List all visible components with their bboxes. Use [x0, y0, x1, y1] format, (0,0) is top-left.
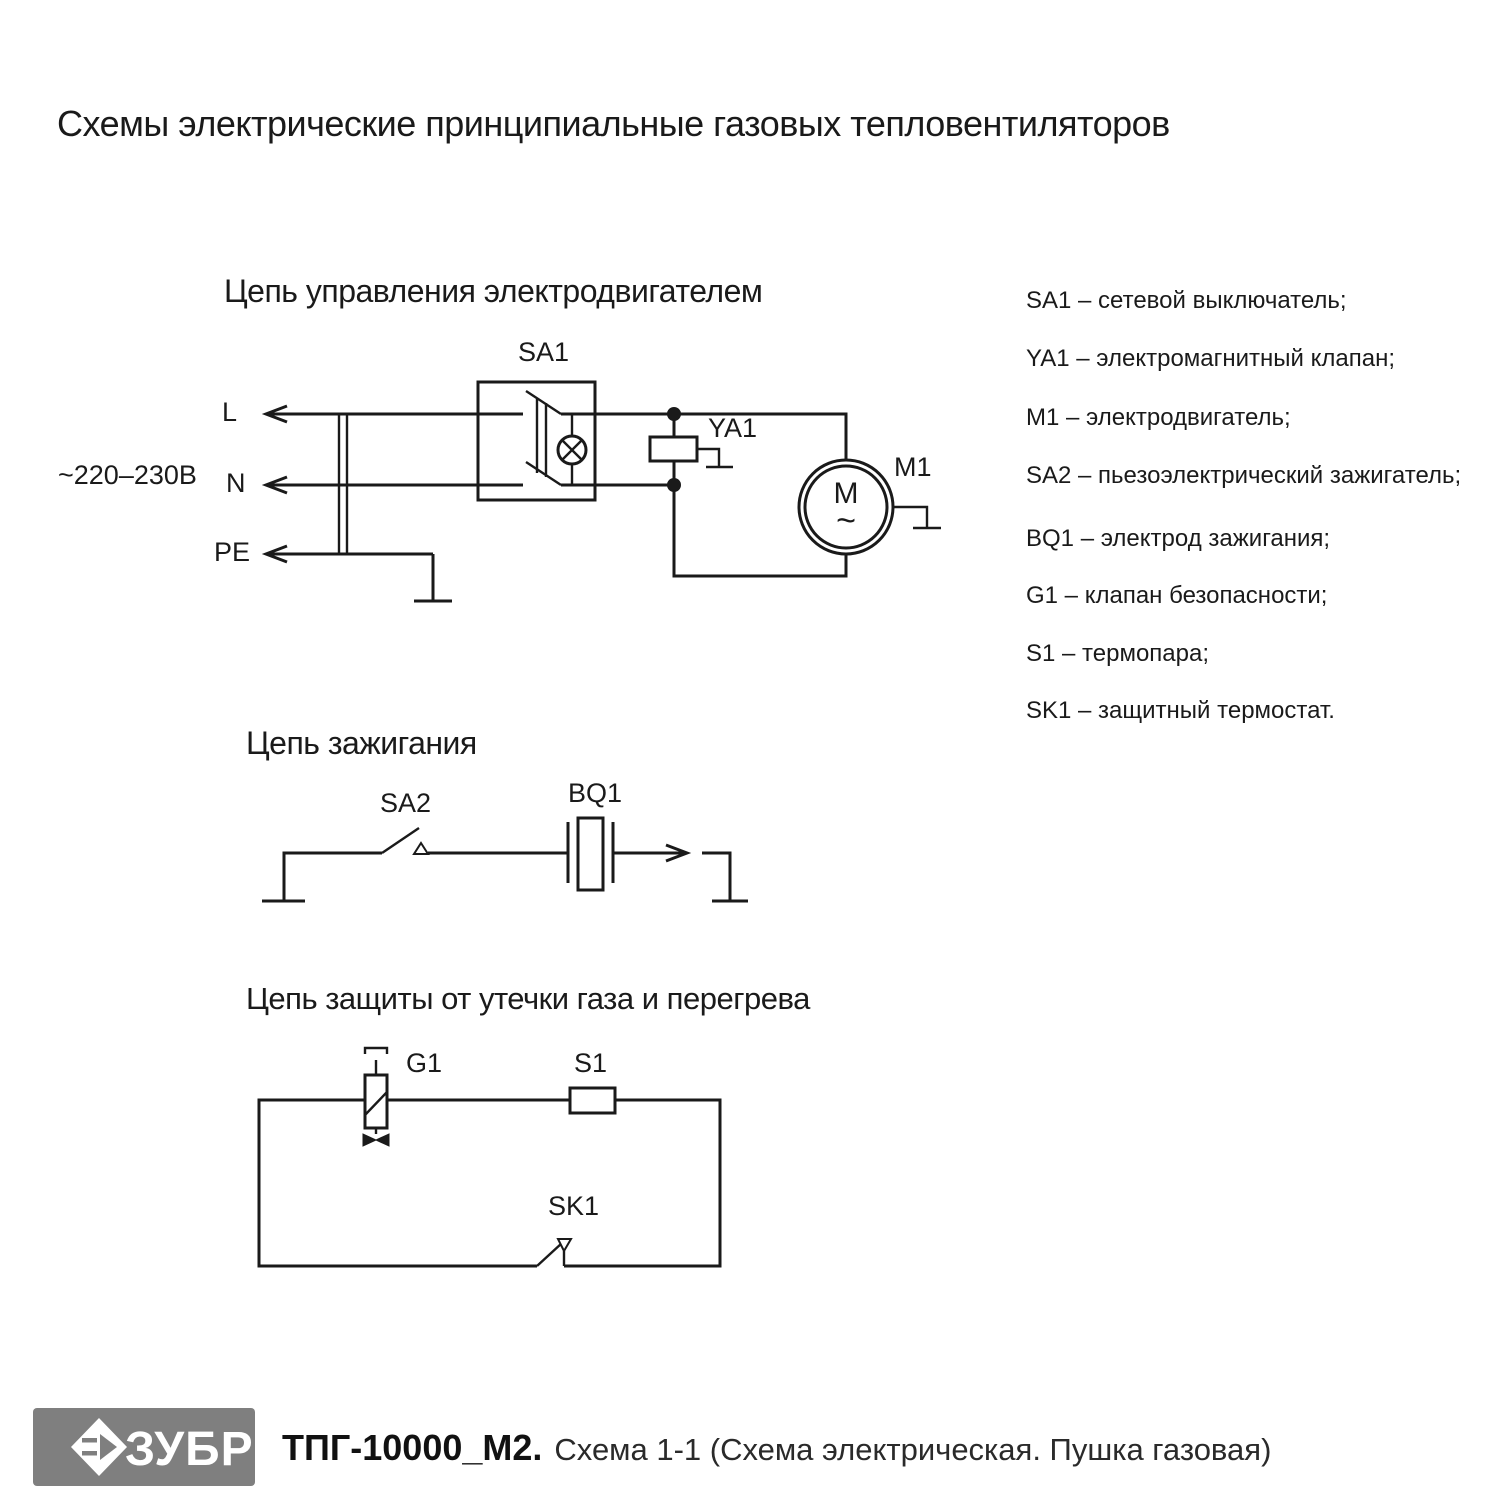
wire-label-n: N: [226, 468, 246, 498]
protection-circuit: [259, 1048, 720, 1266]
wire-to-motor-top: [674, 414, 846, 460]
ignition-arrow-right-icon: [613, 845, 687, 861]
ya1-label: YA1: [708, 413, 758, 443]
pe-ground-icon: [414, 554, 452, 601]
sa2-switch-symbol: [382, 828, 428, 854]
ya1-ground-icon: [697, 449, 733, 467]
footer-caption-line: [282, 1427, 1271, 1469]
m1-label: M1: [894, 452, 932, 482]
bq1-piezo-symbol: [568, 818, 613, 890]
motor-letter: M: [833, 477, 859, 510]
motor-ac-sign: ~: [836, 502, 856, 540]
indicator-lamp-icon: [558, 414, 586, 485]
wire-label-pe: PE: [214, 537, 251, 567]
sa1-label: SA1: [518, 337, 570, 367]
legend-item-sa1: SA1 – сетевой выключатель;: [1026, 287, 1347, 314]
s1-label: S1: [574, 1048, 608, 1078]
legend-item-m1: M1 – электродвигатель;: [1026, 404, 1291, 431]
motor-circuit-title: Цепь управления электродвигателем: [224, 273, 763, 309]
g1-label: G1: [406, 1048, 443, 1078]
mains-arrow-left-n-icon: [266, 477, 478, 493]
mains-arrow-left-l-icon: [266, 406, 478, 422]
legend-item-s1: S1 – термопара;: [1026, 640, 1210, 667]
footer-caption: Схема 1-1 (Схема электрическая. Пушка газовая): [554, 1432, 1272, 1467]
legend-item-sa2: SA2 – пьезоэлектрический зажигатель;: [1026, 462, 1462, 489]
page-title: Схемы электрические принципиальные газовых тепловентиляторов: [57, 103, 1170, 144]
brand-name: ЗУБР: [125, 1423, 254, 1476]
bq1-label: BQ1: [568, 778, 623, 808]
s1-thermocouple-symbol: [570, 1088, 615, 1113]
voltage-label: ~220–230В: [58, 460, 197, 490]
legend-item-sk1: SK1 – защитный термостат.: [1026, 697, 1335, 724]
sk1-label: SK1: [548, 1191, 600, 1221]
wire-label-l: L: [222, 397, 238, 427]
ignition-right-ground-icon: [702, 853, 748, 901]
footer-model: ТПГ-10000_М2.: [282, 1427, 543, 1468]
ignition-circuit-title: Цепь зажигания: [246, 725, 477, 761]
legend-item-g1: G1 – клапан безопасности;: [1026, 582, 1328, 609]
zubr-logo: [33, 1408, 255, 1486]
sa2-label: SA2: [380, 788, 432, 818]
ignition-left-ground-icon: [262, 853, 382, 901]
legend-item-bq1: BQ1 – электрод зажигания;: [1026, 525, 1331, 552]
g1-valve-symbol: [363, 1048, 389, 1146]
ignition-circuit: [262, 818, 748, 901]
motor-ground-icon: [893, 507, 941, 528]
sa1-switch-symbol: [478, 382, 674, 500]
protection-loop-left: [259, 1100, 537, 1266]
legend-item-ya1: YA1 – электромагнитный клапан;: [1026, 345, 1396, 372]
protection-loop-right: [564, 1100, 720, 1266]
zubr-logo-mark-icon: [69, 1408, 129, 1486]
wire-to-motor-bottom: [674, 485, 846, 576]
protection-circuit-title: Цепь защиты от утечки газа и перегрева: [246, 981, 810, 1016]
sk1-thermostat-symbol: [537, 1239, 571, 1266]
mains-arrow-left-pe-icon: [266, 546, 433, 562]
